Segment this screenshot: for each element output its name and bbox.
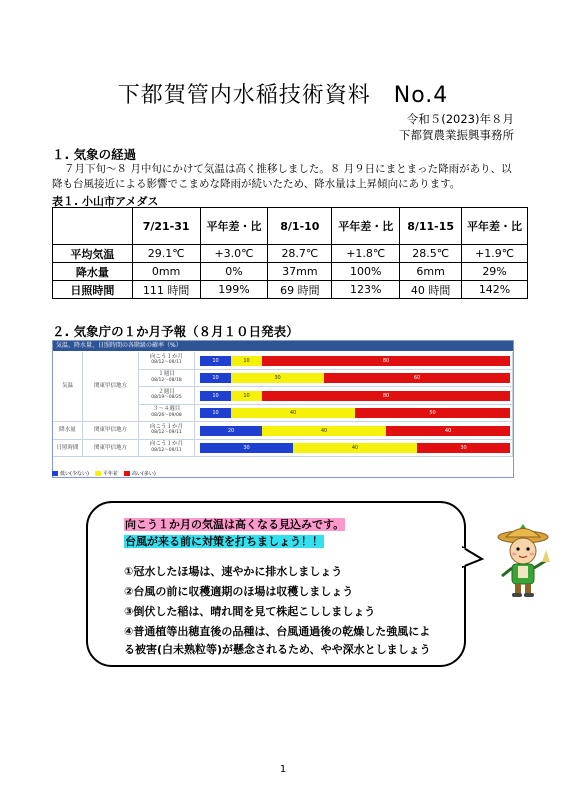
table-cell: 40 時間 — [400, 281, 462, 299]
forecast-probability-bar — [200, 373, 510, 383]
forecast-period-cell — [139, 405, 195, 423]
forecast-region-label: 関東甲信地方 — [83, 352, 139, 422]
probability-low-segment: 10 — [200, 373, 231, 383]
header-cell — [53, 208, 133, 245]
header-cell: 平年差・比 — [462, 208, 528, 245]
table-row — [53, 263, 528, 281]
forecast-period: １週目 — [158, 371, 175, 378]
probability-low-segment: 20 — [200, 426, 262, 436]
probability-high-segment: 50 — [355, 408, 510, 418]
section2-heading: ２. 気象庁の１か月予報（８月１０日発表） — [52, 324, 299, 339]
probability-high-segment: 40 — [386, 426, 510, 436]
table-cell: 123% — [332, 281, 400, 299]
legend-swatch — [95, 471, 101, 476]
table-cell: 29% — [462, 263, 528, 281]
table-cell: 6mm — [400, 263, 462, 281]
forecast-period-cell — [139, 370, 195, 388]
issue-date: 令和５(2023)年８月 — [406, 112, 514, 126]
forecast-probability-bar — [200, 408, 510, 418]
table-cell: 37mm — [268, 263, 332, 281]
table-cell: +3.0℃ — [200, 245, 268, 263]
probability-high-segment: 60 — [324, 373, 510, 383]
legend-label: 高い(多い) — [131, 471, 156, 477]
header-cell: 7/21-31 — [132, 208, 200, 245]
amedas-table — [52, 207, 528, 299]
forecast-dates: 08/12～09/11 — [151, 360, 182, 366]
forecast-dates: 08/12～09/11 — [151, 447, 182, 453]
advice-headline: 向こう１か月の気温は高くなる見込みです。 — [125, 518, 345, 531]
advice-item: ③倒伏した稲は、晴れ間を見て株起こししましょう — [124, 605, 376, 618]
probability-normal-segment: 30 — [231, 373, 324, 383]
forecast-period-cell — [139, 422, 195, 440]
forecast-element-label: 日照時間 — [53, 440, 83, 458]
row-header: 降水量 — [53, 263, 133, 281]
table-caption: 表１. 小山市アメダス — [52, 195, 159, 208]
advice-item: ②台風の前に収穫適期のほ場は収穫しましょう — [124, 585, 354, 598]
header-cell: 8/1-10 — [268, 208, 332, 245]
forecast-probability-bar — [200, 391, 510, 401]
table-header-row — [53, 208, 528, 245]
probability-normal-segment: 10 — [231, 356, 262, 366]
legend-swatch — [124, 471, 130, 476]
weather-summary: ７月下旬～８ 月中旬にかけて気温は高く推移しました。８ 月９日にまとまった降雨があり、以降も台風接近による影響でこまめな降雨が続いたため、降水量は上昇傾向にあります。 — [52, 163, 512, 190]
forecast-legend — [52, 470, 156, 477]
mascot-character-icon — [492, 522, 554, 598]
table-cell: 29.1℃ — [132, 245, 200, 263]
table-cell: 142% — [462, 281, 528, 299]
page-title: 下都賀管内水稲技術資料 No.4 — [117, 83, 449, 108]
table-cell: +1.9℃ — [462, 245, 528, 263]
forecast-period-cell — [139, 387, 195, 405]
advice-item: る被害(白未熟粒等)が懸念されるため、やや深水としましょう — [124, 643, 431, 656]
forecast-probability-bar — [200, 356, 510, 366]
bubble-tail — [462, 545, 484, 571]
forecast-region-label: 関東甲信地方 — [83, 440, 139, 458]
forecast-dates: 08/26～09/08 — [151, 412, 182, 418]
table-cell: +1.8℃ — [332, 245, 400, 263]
probability-high-segment: 30 — [417, 443, 510, 453]
legend-entry — [95, 470, 118, 477]
forecast-dates: 08/12～09/11 — [151, 430, 182, 436]
forecast-element-label: 降水量 — [53, 422, 83, 440]
forecast-probability-bar — [200, 426, 510, 436]
page-number: 1 — [279, 764, 287, 775]
probability-high-segment: 80 — [262, 356, 510, 366]
legend-entry — [124, 470, 156, 477]
header-cell: 8/11-15 — [400, 208, 462, 245]
probability-high-segment: 80 — [262, 391, 510, 401]
row-header: 平均気温 — [53, 245, 133, 263]
legend-label: 平年並 — [102, 471, 118, 477]
forecast-period: ２週目 — [158, 388, 175, 395]
probability-low-segment: 10 — [200, 408, 231, 418]
forecast-period-cell — [139, 352, 195, 370]
table-cell: 199% — [200, 281, 268, 299]
table-cell: 28.7℃ — [268, 245, 332, 263]
legend-entry — [52, 470, 89, 477]
advice-item: ①冠水したほ場は、速やかに排水しましょう — [124, 565, 343, 578]
table-cell: 100% — [332, 263, 400, 281]
table-cell: 28.5℃ — [400, 245, 462, 263]
table-cell: 0% — [200, 263, 268, 281]
table-cell: 0mm — [132, 263, 200, 281]
advice-bubble — [86, 501, 466, 667]
probability-low-segment: 30 — [200, 443, 293, 453]
header-cell: 平年差・比 — [332, 208, 400, 245]
forecast-period: 向こう１か月 — [149, 353, 183, 360]
table-row — [53, 281, 528, 299]
probability-normal-segment: 10 — [231, 391, 262, 401]
probability-normal-segment: 40 — [231, 408, 355, 418]
table-cell: 111 時間 — [132, 281, 200, 299]
section1-heading: １. 気象の経過 — [52, 147, 137, 162]
forecast-probability-bar — [200, 443, 510, 453]
forecast-element-label: 気温 — [53, 352, 83, 422]
forecast-period: 向こう１か月 — [149, 441, 183, 448]
table-row — [53, 245, 528, 263]
forecast-chart-header: 気温、降水量、日照時間の各階級の確率（%） — [53, 341, 513, 351]
advice-callout: 台風が来る前に対策を打ちましょう！！ — [125, 535, 323, 548]
probability-low-segment: 10 — [200, 356, 231, 366]
legend-swatch — [52, 471, 58, 476]
probability-normal-segment: 40 — [293, 443, 417, 453]
forecast-dates: 08/19～08/25 — [151, 395, 182, 401]
table-cell: 69 時間 — [268, 281, 332, 299]
forecast-chart — [52, 340, 514, 478]
header-cell: 平年差・比 — [200, 208, 268, 245]
forecast-period-cell — [139, 440, 195, 458]
legend-label: 低い(少ない) — [60, 471, 89, 477]
forecast-region-label: 関東甲信地方 — [83, 422, 139, 440]
advice-item: ④普通植等出穂直後の品種は、台風通過後の乾燥した強風によ — [124, 625, 431, 638]
forecast-dates: 08/12～08/18 — [151, 377, 182, 383]
row-header: 日照時間 — [53, 281, 133, 299]
probability-normal-segment: 40 — [262, 426, 386, 436]
issuing-office: 下都賀農業振興事務所 — [399, 128, 514, 142]
forecast-period: 向こう１か月 — [149, 423, 183, 430]
forecast-period: ３～４週目 — [152, 406, 181, 413]
probability-low-segment: 10 — [200, 391, 231, 401]
